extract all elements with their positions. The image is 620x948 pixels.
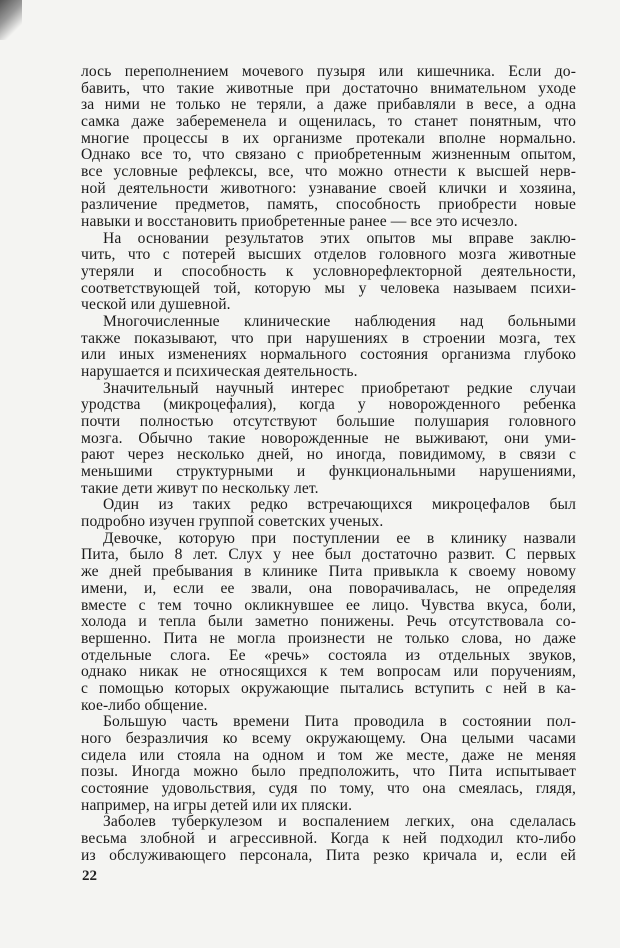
text-line: или иных изменениях нормального состояния организма глубоко xyxy=(81,347,576,364)
paragraph xyxy=(81,714,576,814)
text-line: многие процессы в их организме протекали вполне нормально. xyxy=(81,130,576,147)
page-body-text xyxy=(81,64,576,864)
text-line: холода и тепла были заметно понижены. Речь отсутствовала со- xyxy=(81,614,576,631)
text-line: ческой или душевной. xyxy=(81,297,231,314)
text-line: же дней пребывания в клинике Пита привыкла к своему новому xyxy=(81,564,576,581)
text-line: ного безразличия ко всему окружающему. Она целыми часами xyxy=(81,730,576,747)
page-number: 22 xyxy=(82,868,97,884)
scan-edge-artifact xyxy=(0,0,22,40)
text-line: например, на игры детей или их пляски. xyxy=(81,797,353,814)
paragraph xyxy=(81,814,576,864)
text-line: На основании результатов этих опытов мы вправе заклю- xyxy=(103,230,576,247)
text-line: Однако все то, что связано с приобретенным жизненным опытом, xyxy=(81,147,576,164)
text-line: имени, и, если ее звали, она поворачивалась, не определяя xyxy=(81,580,576,597)
text-line: вместе с тем точно окликнувшее ее лицо. Чувства вкуса, боли, xyxy=(81,597,576,614)
paragraph xyxy=(81,497,576,530)
text-line: Пита, было 8 лет. Слух у нее был достаточно развит. С первых xyxy=(81,547,576,564)
text-line: отдельные слога. Ее «речь» состояла из отдельных звуков, xyxy=(81,647,576,664)
text-line: из обслуживающего персонала, Пита резко кричала и, если ей xyxy=(81,847,576,864)
paragraph xyxy=(81,231,576,314)
text-line: Большую часть времени Пита проводила в состоянии пол- xyxy=(103,714,576,731)
text-line: рают через несколько дней, но иногда, повидимому, в связи с xyxy=(81,447,576,464)
text-line: меньшими структурными и функциональными нарушениями, xyxy=(81,464,576,481)
paragraph xyxy=(81,381,576,498)
text-line: состояние удовольствия, судя по тому, что она смеялась, глядя, xyxy=(81,780,576,797)
text-line: кое-либо общение. xyxy=(81,697,208,714)
text-line: ной деятельности животного: узнавание своей клички и хозяина, xyxy=(81,180,576,197)
text-line: соответствующей той, которую мы у человека называем психи- xyxy=(81,280,576,297)
text-line: самка даже забеременела и ощенилась, то станет понятным, что xyxy=(81,114,576,131)
paragraph xyxy=(81,314,576,381)
text-line: Многочисленные клинические наблюдения над больными xyxy=(103,314,576,331)
text-line: весьма злобной и агрессивной. Когда к ней подходил кто-либо xyxy=(81,830,576,847)
text-line: Один из таких редко встречающихся микроцефалов был xyxy=(103,497,576,514)
text-line: бавить, что такие животные при достаточно внимательном уходе xyxy=(81,80,576,97)
text-line: утеряли и способность к условнорефлекторной деятельности, xyxy=(81,264,576,281)
text-line: нарушается и психическая деятельность. xyxy=(81,364,358,381)
text-line: Заболев туберкулезом и воспалением легких, она сделалась xyxy=(103,814,576,831)
text-line: такие дети живут по нескольку лет. xyxy=(81,480,319,497)
text-line: почти полностью отсутствуют большие полушария головного xyxy=(81,414,576,431)
text-line: все условные рефлексы, все, что можно отнести к высшей нерв- xyxy=(81,164,576,181)
text-line: уродства (микроцефалия), когда у новорожденного ребенка xyxy=(81,397,576,414)
text-line: позы. Иногда можно было предположить, что Пита испытывает xyxy=(81,764,576,781)
text-line: однако никак не относящихся к тем вопросам или поручениям, xyxy=(81,664,576,681)
text-line: сидела или стояла на одном и том же месте, даже не меняя xyxy=(81,747,576,764)
text-line: за ними не только не теряли, а даже прибавляли в весе, а одна xyxy=(81,97,576,114)
text-line: Значительный научный интерес приобретают редкие случаи xyxy=(103,380,576,397)
text-line: лось переполнением мочевого пузыря или кишечника. Если до- xyxy=(81,64,576,80)
text-line: с помощью которых окружающие пытались вступить с ней в ка- xyxy=(81,680,576,697)
paragraph xyxy=(81,64,576,231)
text-line: Девочке, которую при поступлении ее в клинику назвали xyxy=(103,530,576,547)
text-line: также показывают, что при нарушениях в строении мозга, тех xyxy=(81,330,576,347)
text-line: вершенно. Пита не могла произнести не только слова, но даже xyxy=(81,630,576,647)
text-line: чить, что с потерей высших отделов головного мозга животные xyxy=(81,247,576,264)
text-line: навыки и восстановить приобретенные ранее — все это исчезло. xyxy=(81,214,518,231)
paragraph xyxy=(81,531,576,714)
text-line: мозга. Обычно такие новорожденные не выживают, они уми- xyxy=(81,430,576,447)
text-line: подробно изучен группой советских ученых. xyxy=(81,514,384,531)
text-line: различение предметов, память, способность приобрести новые xyxy=(81,197,576,214)
